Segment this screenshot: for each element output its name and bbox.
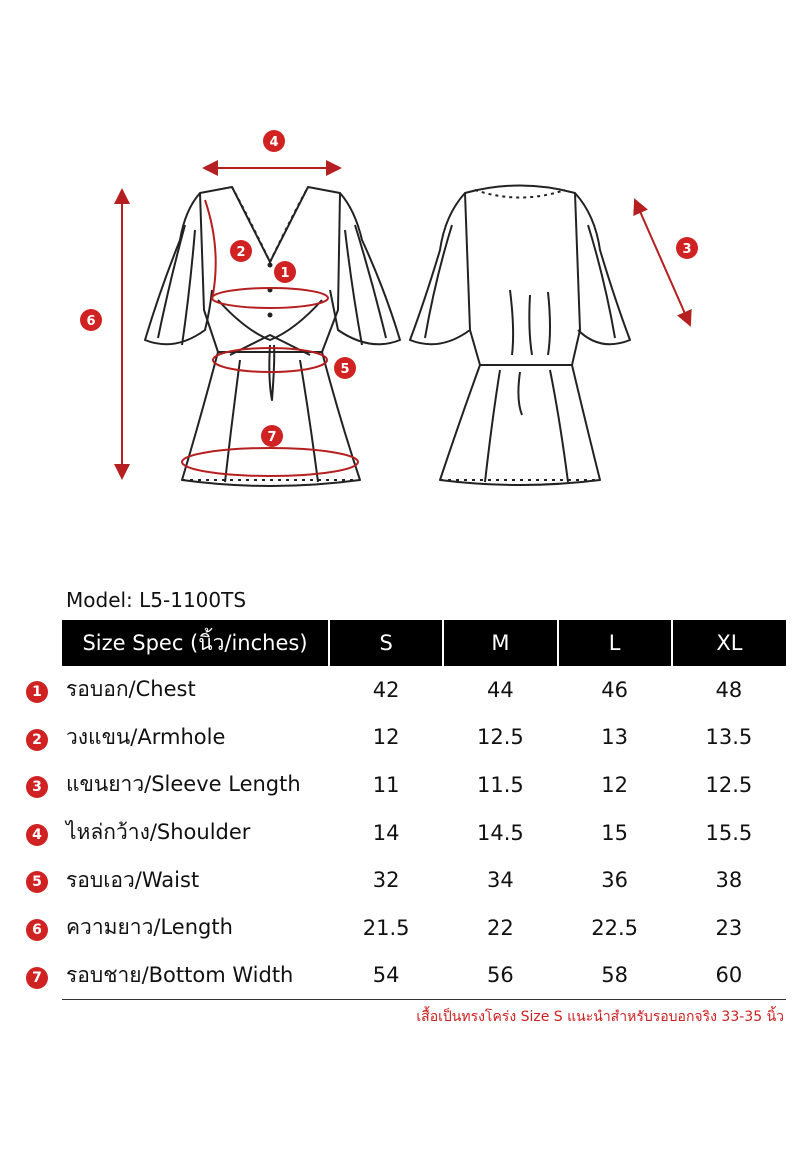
table-row-waist (62, 856, 786, 904)
row-badge-2: 2 (26, 729, 48, 751)
marker-2 (230, 240, 252, 262)
row-badge-6: 6 (26, 919, 48, 941)
header-m: M (443, 620, 557, 666)
garment-illustration (0, 0, 800, 540)
cell-xl: 13.5 (705, 725, 753, 750)
svg-text:1: 1 (280, 266, 290, 281)
cell-m: 34 (487, 868, 514, 893)
cell-l: 12 (601, 772, 628, 797)
row-badge-3: 3 (26, 776, 48, 798)
table-row-length (62, 904, 786, 952)
cell-l: 22.5 (591, 915, 638, 940)
table-row-chest (62, 666, 786, 714)
svg-text:3: 3 (682, 242, 692, 257)
row-label: รอบเอว/Waist (66, 867, 200, 892)
cell-xl: 23 (715, 915, 743, 940)
cell-s: 32 (372, 868, 400, 893)
cell-xl: 48 (715, 677, 743, 702)
header-l: L (558, 620, 672, 666)
cell-xl: 60 (672, 952, 786, 1000)
row-label: รอบอก/Chest (66, 677, 196, 702)
cell-l: 15 (601, 820, 628, 845)
cell-xl: 12.5 (705, 772, 753, 797)
header-s: S (329, 620, 443, 666)
marker-7 (261, 425, 283, 447)
cell-s: 11 (372, 772, 400, 797)
cell-l: 58 (558, 952, 672, 1000)
back-view-drawing (410, 186, 630, 486)
row-label: ไหล่กว้าง/Shoulder (66, 820, 251, 845)
marker-4 (263, 130, 285, 152)
row-label: แขนยาว/Sleeve Length (66, 772, 301, 797)
row-label: ความยาว/Length (66, 915, 233, 940)
svg-text:6: 6 (86, 314, 96, 329)
table-row-armhole (62, 714, 786, 762)
cell-m: 22 (487, 915, 514, 940)
table-row-sleeve-length (62, 761, 786, 809)
cell-m: 12.5 (476, 725, 524, 750)
table-row-shoulder (62, 809, 786, 857)
marker-5 (334, 357, 356, 379)
model-label: Model: L5-1100TS (66, 588, 247, 612)
cell-l: 36 (601, 868, 628, 893)
svg-text:7: 7 (267, 430, 277, 445)
cell-l: 13 (601, 725, 628, 750)
row-badge-4: 4 (26, 824, 48, 846)
header-xl: XL (672, 620, 786, 666)
marker-3 (676, 237, 698, 259)
row-label: รอบชาย/Bottom Width (62, 952, 329, 1000)
cell-xl: 38 (715, 868, 743, 893)
cell-s: 42 (372, 677, 400, 702)
row-badge-7: 7 (26, 967, 48, 989)
marker-6 (80, 309, 102, 331)
cell-m: 44 (487, 677, 514, 702)
cell-s: 21.5 (362, 915, 410, 940)
footnote: เสื้อเป็นทรงโคร่ง Size S แนะนำสำหรับรอบอกจริง 33-35 นิ้ว (416, 1009, 784, 1025)
svg-text:2: 2 (236, 245, 246, 260)
cell-s: 12 (372, 725, 400, 750)
cell-s: 54 (329, 952, 443, 1000)
table-header-row (62, 620, 786, 666)
row-badge-1: 1 (26, 681, 48, 703)
cell-m: 56 (443, 952, 557, 1000)
row-badge-5: 5 (26, 871, 48, 893)
cell-m: 11.5 (476, 772, 524, 797)
table-row-bottom-width (62, 952, 786, 1000)
cell-xl: 15.5 (705, 820, 753, 845)
row-label: วงแขน/Armhole (66, 724, 226, 749)
svg-text:4: 4 (269, 135, 279, 150)
size-spec-table (62, 620, 786, 1000)
cell-s: 14 (372, 820, 400, 845)
marker-1 (274, 261, 296, 283)
cell-l: 46 (601, 677, 628, 702)
header-size-spec: Size Spec (นิ้ว/inches) (62, 620, 329, 666)
cell-m: 14.5 (476, 820, 524, 845)
svg-text:5: 5 (340, 362, 350, 377)
